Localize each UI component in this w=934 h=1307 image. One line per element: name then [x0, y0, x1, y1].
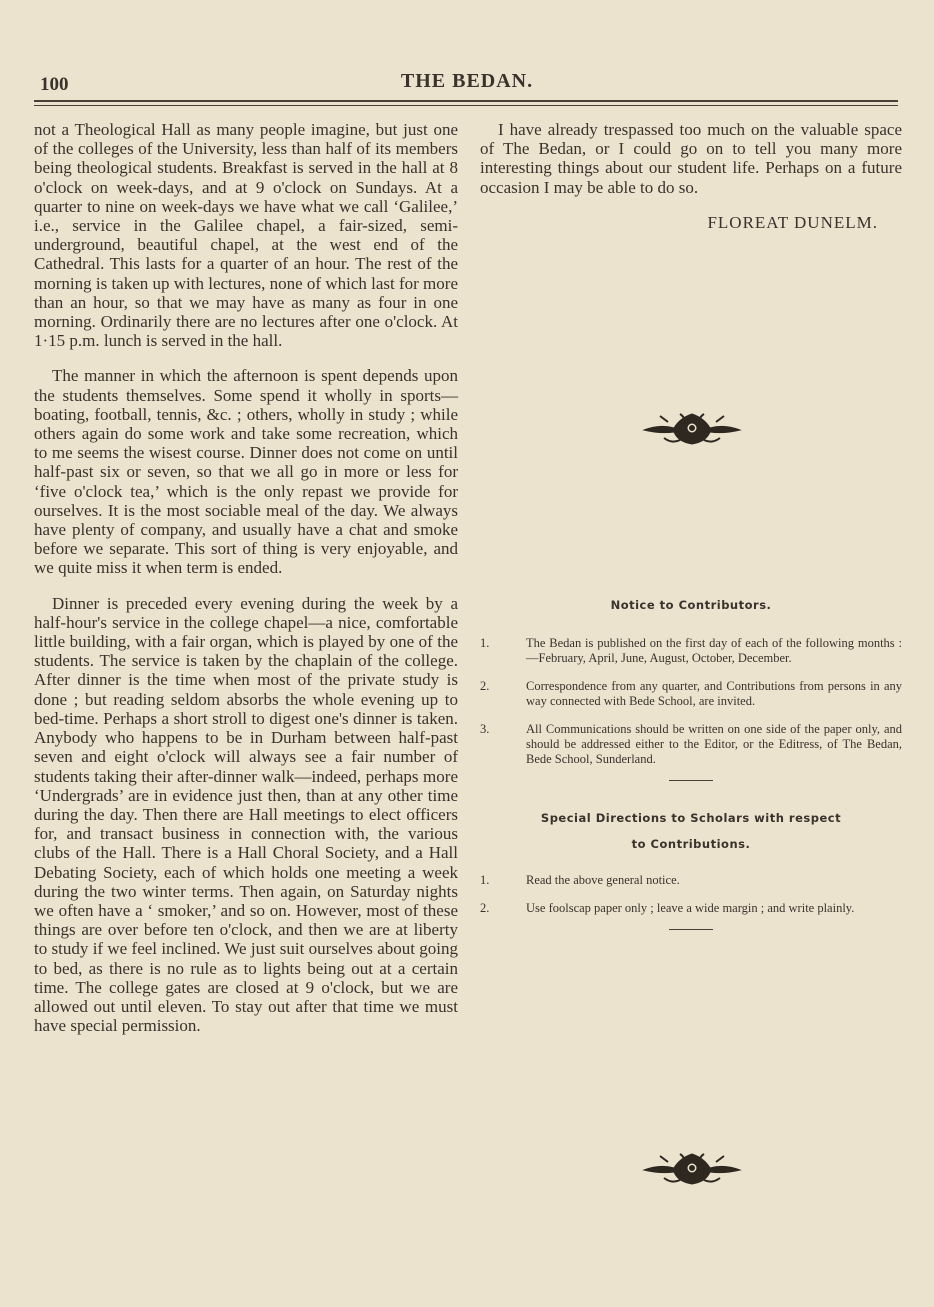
divider [669, 929, 713, 930]
special-heading: Special Directions to Scholars with respect [540, 811, 842, 825]
right-column [480, 120, 902, 233]
item-number: 3. [480, 722, 490, 736]
notice-block [480, 598, 902, 930]
item-text: The Bedan is published on the first day of each of the following months :—February, April, June, August, October, December. [526, 636, 902, 665]
list-item [480, 873, 902, 888]
list-item [480, 722, 902, 767]
list-item [480, 679, 902, 709]
special-heading-line2: to Contributions. [631, 837, 751, 851]
body-paragraph: not a Theological Hall as many people imagine, but just one of the colleges of the University, less than half of its members being theological students. Breakfast is served in the hall at 8 o'clock on week-days, and at 9 o'clock on Sundays. At a quarter to nine on week-days we have what we call ‘Galilee,’ i.e., service in the Galilee chapel, a fair-sized, semi-underground, beautiful chapel, at the west end of the Cathedral. This lasts for a quarter of an hour. The rest of the morning is taken up with lectures, none of which last for more than an hour, so that we may have as many as four in one morning. Ordinarily there are no lectures after one o'clock. At 1·15 p.m. lunch is served in the hall. [34, 120, 458, 351]
left-column [34, 120, 458, 1051]
list-item [480, 636, 902, 666]
floral-ornament-icon [640, 1144, 744, 1188]
notice-heading: Notice to Contributors. [610, 598, 772, 612]
item-number: 2. [480, 901, 490, 915]
divider [669, 780, 713, 781]
page-number: 100 [40, 74, 69, 95]
item-text: All Communications should be written on one side of the paper only, and should be addressed either to the Editor, or the Editress, of The Bedan, Bede School, Sunderland. [526, 722, 902, 766]
body-paragraph: I have already trespassed too much on the valuable space of The Bedan, or I could go on to tell you many more interesting things about our student life. Perhaps on a future occasion I may be able to do so. [480, 120, 902, 197]
notice-list [480, 636, 902, 767]
item-number: 1. [480, 873, 490, 887]
body-paragraph: Dinner is preceded every evening during the week by a half-hour's service in the college chapel—a nice, comfortable little building, with a fair organ, which is played by one of the students. The service is taken by the chaplain of the college. After dinner is the time when most of the private study is done ; but reading seldom absorbs the whole evening up to bed-time. Perhaps a short stroll to digest one's dinner is taken. Anybody who happens to be in Durham between half-past seven and eight o'clock will always see a fair number of students taking their after-dinner walk—indeed, perhaps more ‘Undergrads’ are in evidence just then, than at any other time during the day. Then there are Hall meetings to elect officers for, and transact business in connection with, the various clubs of the Hall. There is a Hall Choral Society, and a Hall Debating Society, each of which holds one meeting a week during the two winter terms. Then again, on Saturday nights we often have a ‘ smoker,’ and so on. However, most of these things are over before ten o'clock, and then we are at liberty to study if we feel inclined. We just suit ourselves about going to bed, as there is no rule as to lights being out at a certain time. The college gates are closed at 9 o'clock, but we are allowed out until eleven. To stay out after that time we must have special permission. [34, 593, 458, 1036]
item-text: Use foolscap paper only ; leave a wide margin ; and write plainly. [526, 901, 855, 915]
header-rule-thin [34, 105, 898, 106]
list-item [480, 901, 902, 916]
signature: FLOREAT DUNELM. [707, 212, 878, 232]
floral-ornament-icon [640, 404, 744, 448]
running-head: THE BEDAN. [400, 70, 534, 92]
item-number: 1. [480, 636, 490, 650]
body-paragraph: The manner in which the afternoon is spent depends upon the students themselves. Some spend it wholly in sports—boating, football, tennis, &c. ; others, wholly in study ; while others again do some work and take some recreation, which to me seems the wisest course. Dinner does not come on until half-past six or seven, so that we all go in more or less for ‘five o'clock tea,’ which is the only repast we provide for ourselves. It is the most sociable meal of the day. We always have plenty of company, and usually have a chat and smoke before we separate. This sort of thing is very enjoyable, and we quite miss it when term is ended. [34, 366, 458, 578]
item-text: Correspondence from any quarter, and Contributions from persons in any way connected with Bede School, are invited. [526, 679, 902, 708]
header-rule [34, 100, 898, 102]
item-text: Read the above general notice. [526, 873, 680, 887]
item-number: 2. [480, 679, 490, 693]
special-list [480, 873, 902, 916]
